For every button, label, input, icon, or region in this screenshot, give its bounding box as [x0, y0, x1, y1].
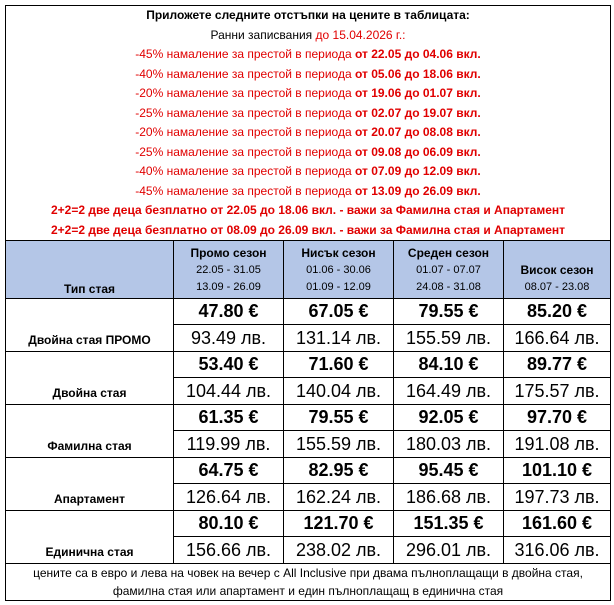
season-name: Среден сезон: [407, 246, 490, 260]
discount-text: намаление за престой в периода: [163, 183, 355, 198]
price-lev: 162.24 лв.: [284, 484, 394, 511]
room-type-header: Тип стая: [6, 241, 174, 299]
discount-line: [6, 143, 611, 163]
discount-line: [6, 162, 611, 182]
kids-offer-line: [6, 201, 611, 221]
discount-text: намаление за престой в периода: [163, 125, 355, 140]
room-type: Двойна стая ПРОМО: [6, 299, 174, 352]
kids-offer-range: от 22.05 до 18.06 вкл. - важи за Фамилна стая и Апартамент: [210, 203, 566, 218]
discount-text: намаление за престой в периода: [163, 86, 355, 101]
season-name: Висок сезон: [520, 263, 594, 277]
discount-line: [6, 182, 611, 202]
early-booking-date: до 15.04.2026 г.:: [315, 27, 406, 42]
price-eur: 47.80 €: [174, 299, 284, 325]
table-row: [6, 405, 611, 431]
price-eur: 95.45 €: [394, 458, 504, 484]
price-lev: 316.06 лв.: [504, 537, 611, 564]
price-eur: 79.55 €: [394, 299, 504, 325]
price-lev: 155.59 лв.: [284, 431, 394, 458]
price-lev: 126.64 лв.: [174, 484, 284, 511]
season-period: 01.09 - 12.09: [306, 281, 371, 293]
kids-offer-label: 2+2=2 две деца безплатно: [50, 222, 211, 237]
price-lev: 166.64 лв.: [504, 325, 611, 352]
discount-pct: -25%: [135, 105, 164, 120]
kids-offer-label: 2+2=2 две деца безплатно: [50, 203, 211, 218]
season-header: [284, 241, 394, 299]
price-lev: 197.73 лв.: [504, 484, 611, 511]
price-lev: 155.59 лв.: [394, 325, 504, 352]
table-row: [6, 299, 611, 325]
price-lev: 164.49 лв.: [394, 378, 504, 405]
price-eur: 161.60 €: [504, 511, 611, 537]
price-lev: 191.08 лв.: [504, 431, 611, 458]
room-type: Двойна стая: [6, 352, 174, 405]
discount-pct: -40%: [135, 164, 164, 179]
price-eur: 84.10 €: [394, 352, 504, 378]
notes-title: Приложете следните отстъпки на цените в таблицата:: [6, 6, 611, 26]
discount-pct: -20%: [135, 125, 164, 140]
price-lev: 238.02 лв.: [284, 537, 394, 564]
discount-range: от 13.09 до 26.09 вкл.: [354, 183, 481, 198]
season-header: [174, 241, 284, 299]
table-row: [6, 458, 611, 484]
season-period: 13.09 - 26.09: [196, 281, 261, 293]
discount-pct: -25%: [135, 144, 164, 159]
discount-range: от 09.08 до 06.09 вкл.: [354, 144, 481, 159]
price-eur: 97.70 €: [504, 405, 611, 431]
early-booking-line: [6, 26, 611, 46]
price-rows: [6, 299, 611, 564]
discount-text: намаление за престой в периода: [163, 144, 355, 159]
discount-pct: -45%: [135, 183, 164, 198]
season-name: Промо сезон: [190, 246, 267, 260]
discount-line: [6, 104, 611, 124]
discount-range: от 20.07 до 08.08 вкл.: [354, 125, 481, 140]
discount-notes: [6, 6, 611, 241]
table-row: [6, 352, 611, 378]
price-eur: 79.55 €: [284, 405, 394, 431]
price-eur: 89.77 €: [504, 352, 611, 378]
room-type: Фамилна стая: [6, 405, 174, 458]
season-period: 01.06 - 30.06: [306, 264, 371, 276]
discount-text: намаление за престой в периода: [163, 164, 355, 179]
season-name: Нисък сезон: [301, 246, 376, 260]
price-eur: 71.60 €: [284, 352, 394, 378]
discount-range: от 02.07 до 19.07 вкл.: [354, 105, 481, 120]
discount-range: от 05.06 до 18.06 вкл.: [354, 66, 481, 81]
discount-text: намаление за престой в периода: [163, 47, 355, 62]
price-eur: 67.05 €: [284, 299, 394, 325]
price-eur: 61.35 €: [174, 405, 284, 431]
price-eur: 121.70 €: [284, 511, 394, 537]
price-eur: 151.35 €: [394, 511, 504, 537]
price-lev: 296.01 лв.: [394, 537, 504, 564]
price-table: [5, 5, 611, 601]
room-type: Единична стая: [6, 511, 174, 564]
price-sheet: [5, 5, 610, 602]
price-eur: 80.10 €: [174, 511, 284, 537]
price-eur: 64.75 €: [174, 458, 284, 484]
season-period: 24.08 - 31.08: [416, 281, 481, 293]
discount-pct: -20%: [135, 86, 164, 101]
season-period: 08.07 - 23.08: [524, 281, 590, 293]
discount-line: [6, 65, 611, 85]
price-lev: 104.44 лв.: [174, 378, 284, 405]
price-eur: 92.05 €: [394, 405, 504, 431]
table-footer: [6, 564, 611, 601]
discount-pct: -45%: [135, 47, 164, 62]
discount-text: намаление за престой в периода: [163, 66, 355, 81]
price-lev: 140.04 лв.: [284, 378, 394, 405]
price-eur: 101.10 €: [504, 458, 611, 484]
price-lev: 156.66 лв.: [174, 537, 284, 564]
early-booking-label: Ранни записвания: [210, 27, 316, 42]
season-period: 22.05 - 31.05: [196, 264, 261, 276]
price-lev: 131.14 лв.: [284, 325, 394, 352]
price-eur: 82.95 €: [284, 458, 394, 484]
discount-line: [6, 45, 611, 65]
kids-offer-range: от 08.09 до 26.09 вкл. - важи за Фамилна стая и Апартамент: [210, 222, 566, 237]
table-header: [6, 241, 611, 299]
discount-pct: -40%: [135, 66, 164, 81]
price-eur: 85.20 €: [504, 299, 611, 325]
table-row: [6, 511, 611, 537]
price-lev: 186.68 лв.: [394, 484, 504, 511]
discount-range: от 07.09 до 12.09 вкл.: [354, 164, 481, 179]
price-lev: 175.57 лв.: [504, 378, 611, 405]
discount-text: намаление за престой в периода: [163, 105, 355, 120]
season-header: [394, 241, 504, 299]
price-lev: 119.99 лв.: [174, 431, 284, 458]
footer-note: цените са в евро и лева на човек на вечер с All Inclusive при двама пълноплащащи в двойна стая, фамилна стая или апартамент и един пълноплащащ в единична стая: [6, 564, 611, 601]
kids-offer-line: [6, 221, 611, 241]
discount-line: [6, 84, 611, 104]
discount-line: [6, 123, 611, 143]
season-period: 01.07 - 07.07: [416, 264, 481, 276]
price-lev: 180.03 лв.: [394, 431, 504, 458]
discount-range: от 19.06 до 01.07 вкл.: [354, 86, 481, 101]
price-lev: 93.49 лв.: [174, 325, 284, 352]
discount-range: от 22.05 до 04.06 вкл.: [354, 47, 481, 62]
price-eur: 53.40 €: [174, 352, 284, 378]
season-header: [504, 241, 611, 299]
room-type: Апартамент: [6, 458, 174, 511]
